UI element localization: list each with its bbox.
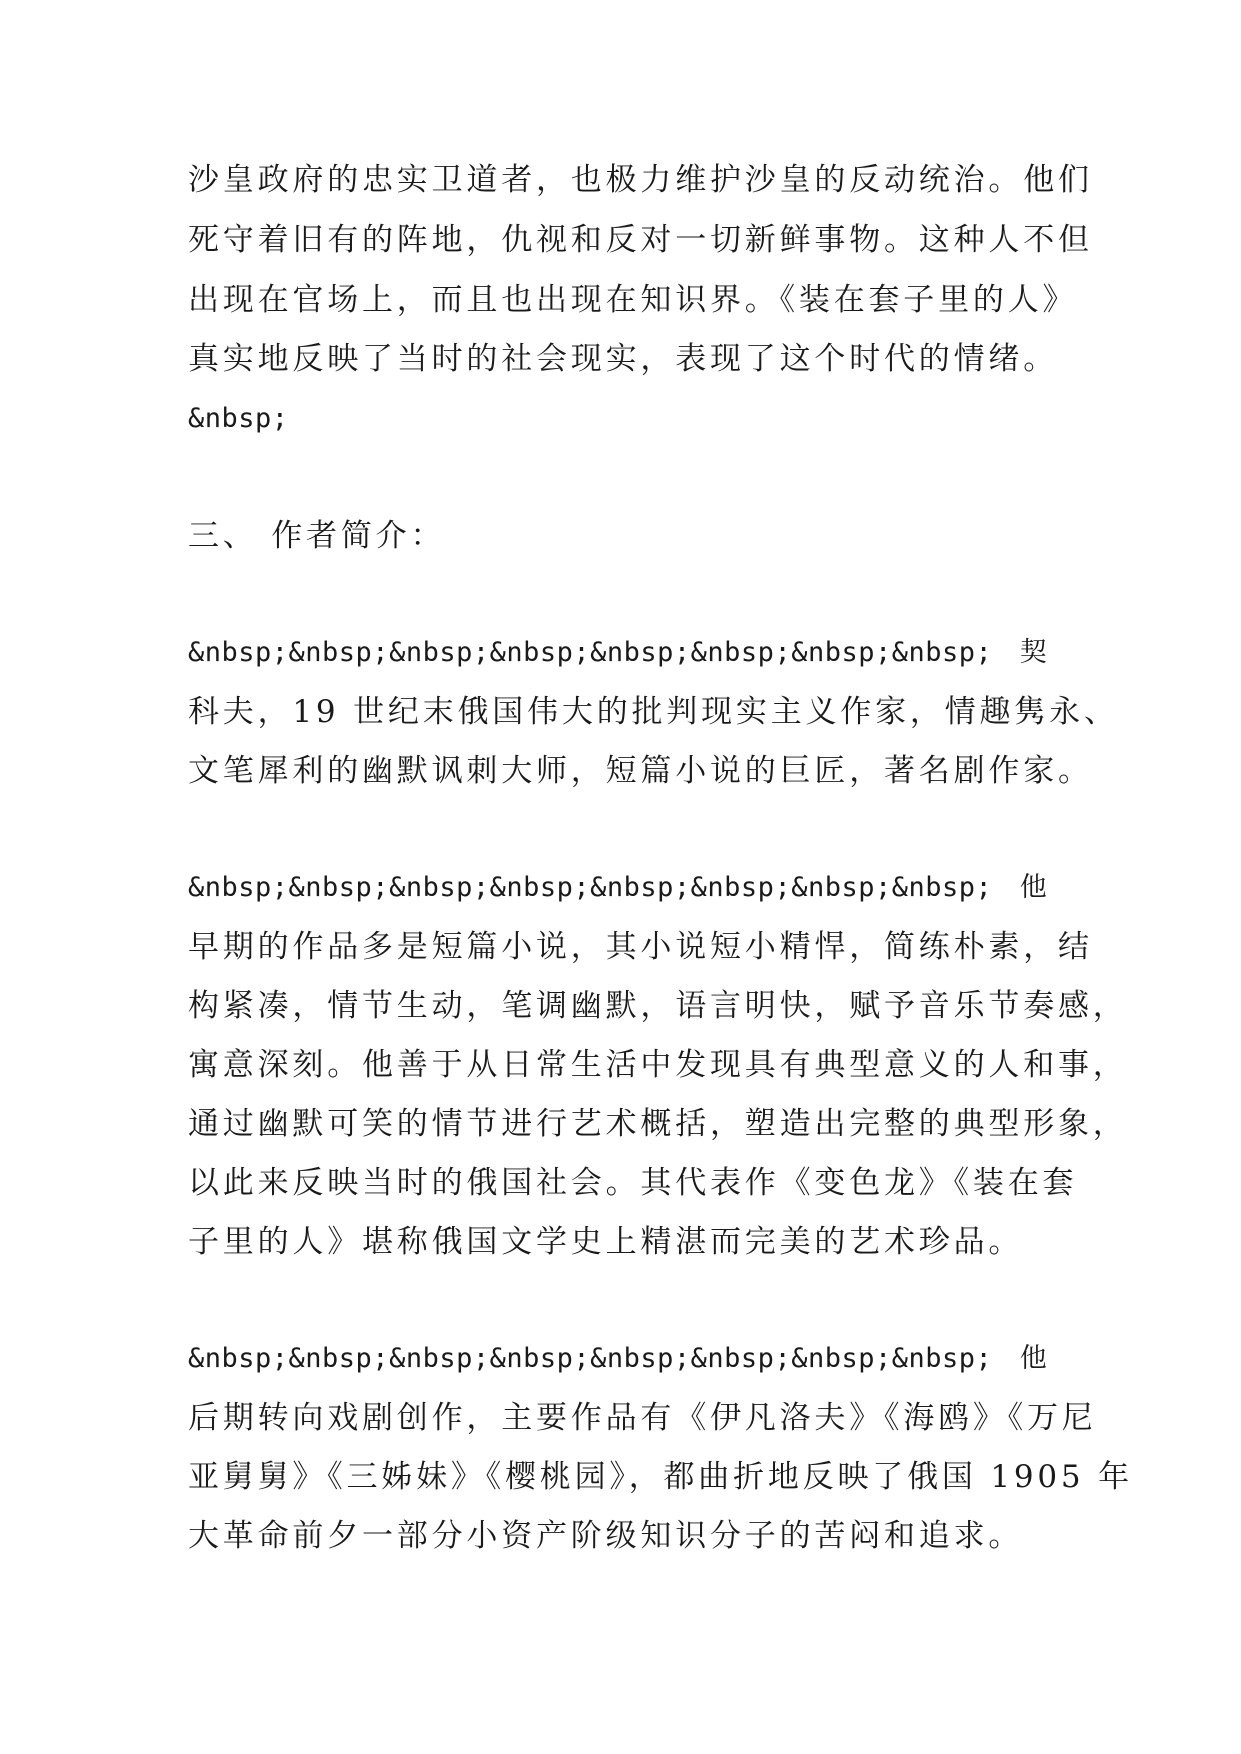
text-line: 以此来反映当时的俄国社会。其代表作《变色龙》《装在套 — [188, 1165, 1078, 1201]
text-line: 科夫，19 世纪末俄国伟大的批判现实主义作家，情趣隽永、 — [188, 694, 1119, 730]
text-line: &nbsp;&nbsp;&nbsp;&nbsp;&nbsp;&nbsp;&nbsp;&nbsp; 他 — [188, 872, 1048, 903]
text-line: 后期转向戏剧创作，主要作品有《伊凡洛夫》《海鸥》《万尼 — [188, 1400, 1097, 1436]
text-line: &nbsp;&nbsp;&nbsp;&nbsp;&nbsp;&nbsp;&nbsp;&nbsp; 他 — [188, 1343, 1048, 1374]
text-line: 沙皇政府的忠实卫道者，也极力维护沙皇的反动统治。他们 — [188, 162, 1093, 198]
section-heading: 三、 作者简介： — [188, 518, 446, 554]
text-line: 亚舅舅》《三姊妹》《樱桃园》，都曲折地反映了俄国 1905 年 — [188, 1459, 1133, 1495]
text-line: 文笔犀利的幽默讽刺大师，短篇小说的巨匠，著名剧作家。 — [188, 753, 1093, 789]
text-line: 出现在官场上，而且也出现在知识界。《装在套子里的人》 — [188, 282, 1078, 318]
text-line: 寓意深刻。他善于从日常生活中发现具有典型意义的人和事， — [188, 1047, 1128, 1083]
text-line: 死守着旧有的阵地，仇视和反对一切新鲜事物。这种人不但 — [188, 222, 1093, 258]
text-line: &nbsp;&nbsp;&nbsp;&nbsp;&nbsp;&nbsp;&nbsp;&nbsp; 契 — [188, 637, 1048, 668]
text-line: 构紧凑，情节生动，笔调幽默，语言明快，赋予音乐节奏感， — [188, 988, 1128, 1024]
text-line: 真实地反映了当时的社会现实，表现了这个时代的情绪。 — [188, 341, 1058, 377]
text-line: 大革命前夕一部分小资产阶级知识分子的苦闷和追求。 — [188, 1518, 1024, 1554]
text-line: 通过幽默可笑的情节进行艺术概括，塑造出完整的典型形象， — [188, 1106, 1128, 1142]
text-line: &nbsp; — [188, 403, 289, 434]
text-line: 早期的作品多是短篇小说，其小说短小精悍，简练朴素，结 — [188, 929, 1093, 965]
text-line: 子里的人》堪称俄国文学史上精湛而完美的艺术珍品。 — [188, 1224, 1024, 1260]
